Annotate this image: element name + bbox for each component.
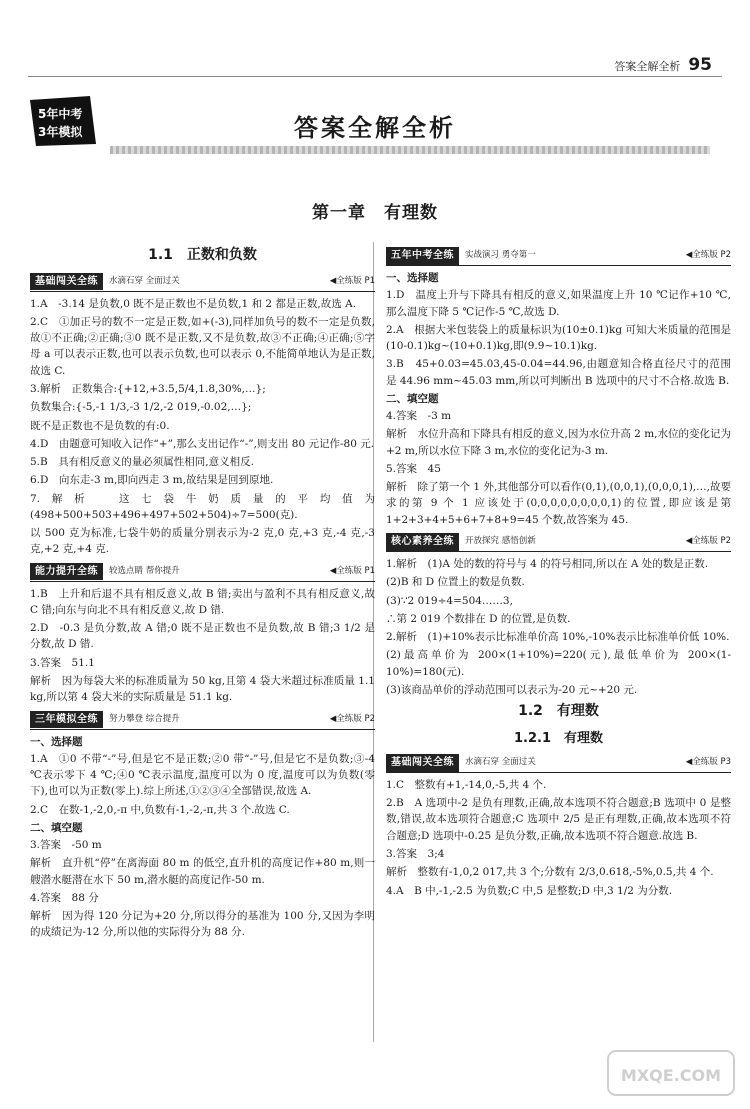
answer-item: (2)B 和 D 位置上的数是负数. bbox=[386, 576, 525, 589]
answer-item: 4.答案 88 分 bbox=[30, 891, 99, 904]
logo-line2: 3年模拟 bbox=[38, 125, 83, 139]
page-number: 95 bbox=[688, 55, 712, 75]
answer-item: 2.A 根据大米包装袋上的质量标识为(10±0.1)kg 可知大米质量的范围是(10-0.1)kg~(10+0.1)kg,即(9.9~10.1)kg. bbox=[386, 323, 731, 353]
watermark-text: MXQE.COM bbox=[620, 1066, 722, 1085]
question-type-heading: 一、选择题 bbox=[386, 272, 439, 284]
main-title: 答案全解全析 bbox=[294, 114, 456, 142]
band-ref: ◀全练版 P2 bbox=[329, 713, 375, 724]
answer-item: 解析 整数有-1,0,2 017,共 3 个;分数有 2/3,0.618,-5%,0.5,共 4 个. bbox=[386, 866, 714, 879]
watermark-icon bbox=[606, 1049, 736, 1097]
answer-item: 3.解析 正数集合:{+12,+3.5,5/4,1.8,30%,…}; bbox=[30, 383, 266, 396]
answer-item: 2.D -0.3 是负分数,故 A 错;0 既不是正数也不是负数,故 B 错;3 1/2 是分数,故 D 错. bbox=[30, 622, 375, 651]
band-ref: ◀全练版 P2 bbox=[685, 250, 731, 261]
band-tag: 基础闯关全练 bbox=[30, 273, 103, 291]
running-head-title: 答案全解全析 bbox=[614, 60, 681, 73]
section-title: 1.1 正数和负数 bbox=[148, 247, 257, 263]
band-motto: 水滴石穿 全面过关 bbox=[109, 276, 180, 287]
answer-item: 2.B A 选项中-2 是负有理数,正确,故本选项不符合题意;B 选项中 0 是整数,错误,故本选项符合题意;C 选项中 2/5 是正有理数,正确,故本选项不符合题意;D 选项中-0.25 是负分数,正确,故本选项不符合题意.故选 B. bbox=[386, 797, 731, 842]
band-exam bbox=[386, 247, 731, 266]
section-title: 1.2 有理数 bbox=[518, 703, 599, 720]
band-basic-2 bbox=[386, 754, 731, 773]
answer-item: 1.A -3.14 是负数,0 既不是正数也不是负数,1 和 2 都是正数,故选 A. bbox=[30, 297, 357, 310]
answer-item: 5.B 具有相反意义的量必须属性相同,意义相反. bbox=[30, 456, 254, 469]
answer-item: 2.解析 (1)+10%表示比标准单价高 10%,-10%表示比标准单价低 10%. bbox=[386, 631, 730, 644]
top-rule bbox=[28, 76, 722, 77]
answer-item: 1.A ①0 不带“-”号,但是它不是正数;②0 带“-”号,但是它不是负数;③-4 ℃表示零下 4 ℃;④0 ℃表示温度,温度可以为 0 度,温度可以为负数(零下),也可以为正数(零上).综上所述,①②③④全部错误,故选 A. bbox=[30, 752, 375, 798]
answer-item: 以 500 克为标准,七袋牛奶的质量分别表示为-2 克,0 克,+3 克,-4 克,-3 克,+2 克,+4 克. bbox=[30, 527, 375, 556]
band-motto: 努力攀登 综合提升 bbox=[109, 713, 180, 724]
answer-item: 4.答案 -3 m bbox=[386, 410, 452, 423]
answer-item: 解析 水位升高和下降具有相反的意义,因为水位升高 2 m,水位的变化记为+2 m,所以水位下降 3 m,水位的变化记为-3 m. bbox=[386, 428, 731, 457]
band-motto: 水滴石穿 全面过关 bbox=[465, 757, 536, 768]
answer-item: 3.B 45+0.03=45.03,45-0.04=44.96,由题意知合格直径尺寸的范围是 44.96 mm~45.03 mm,所以可判断出 B 选项中的尺寸不合格.故选 B. bbox=[386, 358, 731, 387]
band-tag: 三年模拟全练 bbox=[30, 711, 103, 729]
answer-item: (2)最高单价为 200×(1+10%)=220(元),最低单价为 200×(1-10%)=180(元). bbox=[386, 649, 731, 678]
answer-item: 解析 直升机“停”在离海面 80 m 的低空,直升机的高度记作+80 m,则一艘潜水艇潜在水下 50 m,潜水艇的高度记作-50 m. bbox=[30, 857, 375, 886]
band-ref: ◀全练版 P1 bbox=[329, 566, 375, 577]
band-motto: 较选点睛 帮你提升 bbox=[109, 566, 180, 577]
answer-item: 解析 因为每袋大米的标准质量为 50 kg,且第 4 袋大米超过标准质量 1.1 kg,所以第 4 袋大米的实际质量是 51.1 kg. bbox=[30, 675, 375, 704]
answer-item: 7.解析 这七袋牛奶质量的平均值为(498+500+503+496+497+502+504)÷7=500(克). bbox=[30, 492, 375, 521]
answer-item: (3)∵2 019÷4=504……3, bbox=[386, 594, 513, 607]
band-ref: ◀全练版 P2 bbox=[685, 536, 731, 547]
question-type-heading: 一、选择题 bbox=[30, 735, 83, 748]
band-motto: 开放探究 感悟创新 bbox=[465, 536, 536, 547]
question-type-heading: 二、填空题 bbox=[30, 821, 83, 834]
right-column bbox=[386, 242, 731, 901]
answer-item: 负数集合:{-5,-1 1/3,-3 1/2,-2 019,-0.02,…}; bbox=[30, 401, 252, 414]
chapter-title: 第一章 有理数 bbox=[312, 203, 438, 223]
answer-item: 1.解析 (1)A 处的数的符号与 4 的符号相同,所以在 A 处的数是正数. bbox=[386, 557, 709, 570]
band-motto: 实战演习 勇夺第一 bbox=[465, 250, 536, 261]
band-ability bbox=[30, 563, 375, 582]
answer-item: 2.C 在数-1,-2,0,-π 中,负数有-1,-2,-π,共 3 个.故选 C. bbox=[30, 803, 290, 816]
band-tag: 核心素养全练 bbox=[386, 533, 459, 551]
answer-item: 3.答案 -50 m bbox=[30, 839, 102, 852]
answer-item: 1.C 整数有+1,-14,0,-5,共 4 个. bbox=[386, 778, 547, 791]
answer-item: 4.D 由题意可知收入记作“+”,那么支出记作“-”,则支出 80 元记作-80 元. bbox=[30, 437, 375, 450]
band-tag: 五年中考全练 bbox=[386, 247, 459, 265]
band-ref: ◀全练版 P1 bbox=[329, 276, 375, 287]
subsection-title: 1.2.1 有理数 bbox=[513, 730, 603, 746]
answer-item: 既不是正数也不是负数的有:0. bbox=[30, 419, 170, 432]
answer-item: 3.答案 3;4 bbox=[386, 848, 445, 860]
answer-item: 5.答案 45 bbox=[386, 462, 441, 475]
question-type-heading: 二、填空题 bbox=[386, 392, 439, 405]
answer-item: 6.D 向东走-3 m,即向西走 3 m,故结果是回到原地. bbox=[30, 474, 274, 487]
left-column bbox=[30, 242, 375, 943]
answer-item: ∴第 2 019 个数排在 D 的位置,是负数. bbox=[386, 612, 571, 625]
answer-item: 解析 因为得 120 分记为+20 分,所以得分的基准为 100 分,又因为李明的成绩记为-12 分,所以他的实际得分为 88 分. bbox=[30, 910, 375, 939]
answer-item: 1.B 上升和后退不具有相反意义,故 B 错;卖出与盈利不具有相反意义,故 C 错;向东与向北不具有相反意义,故 D 错. bbox=[30, 587, 375, 616]
band-tag: 基础闯关全练 bbox=[386, 754, 459, 772]
running-head bbox=[614, 52, 712, 78]
answer-item: (3)该商品单价的浮动范围可以表示为-20 元~+20 元. bbox=[386, 683, 638, 696]
answer-item: 解析 除了第一个 1 外,其他部分可以看作(0,1),(0,0,1),(0,0,0,1),…,故要求的第 9 个 1 应该处于(0,0,0,0,0,0,0,0,1)的位置,即应该是第 1+2+3+4+5+6+7+8+9=45 个数,故答案为 45. bbox=[386, 481, 731, 526]
band-basic bbox=[30, 273, 375, 292]
answer-item: 2.C ①加正号的数不一定是正数,如+(-3),同样加负号的数不一定是负数,故①不正确;②正确;③0 既不是正数,又不是负数,故③不正确;④正确;⑤字母 a 可以表示正数,也可以表示负数,也可以表示 0,不能简单地认为是正数,故选 C. bbox=[30, 315, 375, 377]
answer-item: 4.A B 中,-1,-2.5 为负数;C 中,5 是整数;D 中,3 1/2 为分数. bbox=[386, 884, 673, 897]
answer-item: 3.答案 51.1 bbox=[30, 656, 95, 669]
band-tag: 能力提升全练 bbox=[30, 563, 103, 581]
band-ref: ◀全练版 P3 bbox=[685, 757, 731, 768]
title-decoration bbox=[110, 146, 710, 154]
answer-item: 1.D 温度上升与下降具有相反的意义,如果温度上升 10 ℃记作+10 ℃,那么温度下降 5 ℃记作-5 ℃,故选 D. bbox=[386, 289, 731, 318]
logo-line1: 5年中考 bbox=[38, 107, 83, 121]
band-core bbox=[386, 533, 731, 552]
band-mock bbox=[30, 711, 375, 730]
